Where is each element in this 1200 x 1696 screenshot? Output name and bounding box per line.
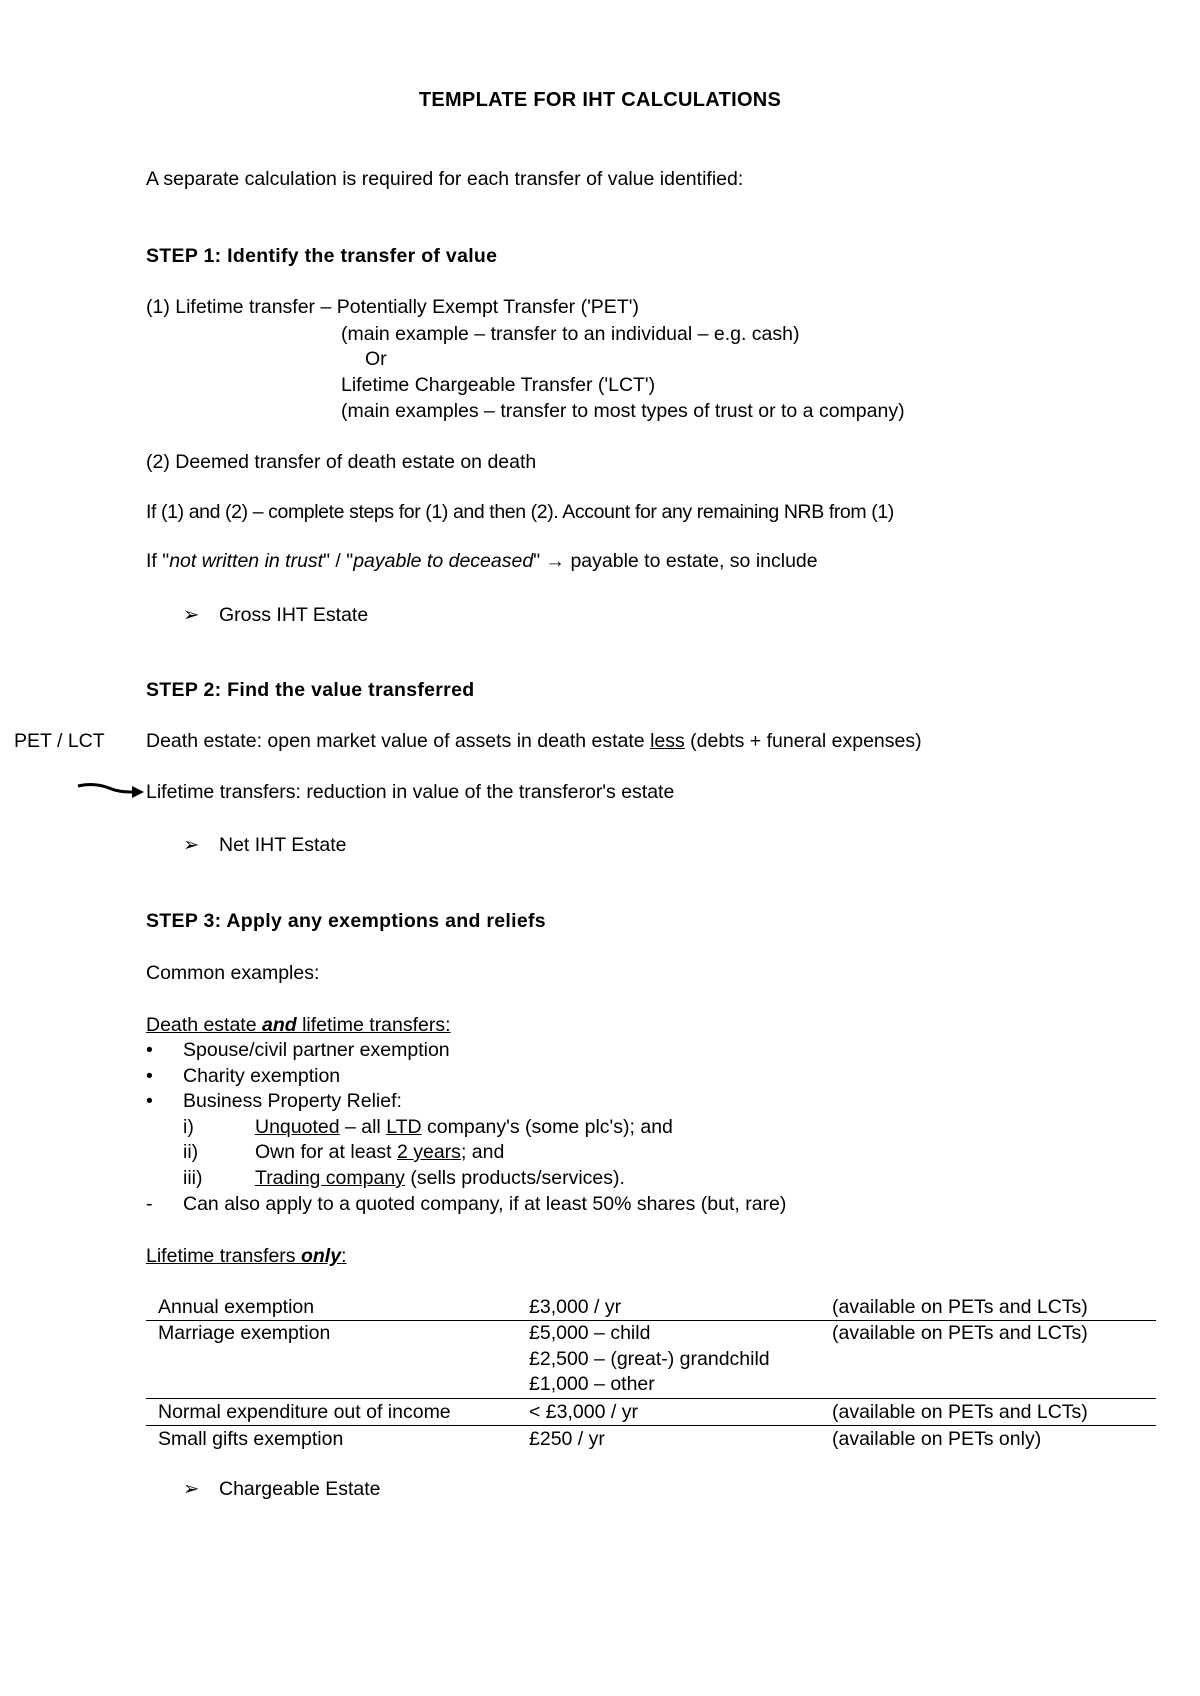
step3-result	[183, 1477, 381, 1501]
table-cell: Marriage exemption	[158, 1322, 331, 1344]
step1-line7	[146, 549, 818, 573]
bullet-item	[146, 1064, 340, 1088]
text: Business Property Relief:	[183, 1090, 402, 1112]
handwritten-arrow-icon	[76, 780, 146, 802]
arrow-right-icon: →	[545, 550, 566, 572]
text: Lifetime transfers	[146, 1245, 301, 1267]
step1-heading: STEP 1: Identify the transfer of value	[146, 245, 498, 267]
text: Gross IHT Estate	[219, 604, 369, 626]
text: iii)	[183, 1167, 203, 1189]
bullet-icon: •	[146, 1065, 153, 1087]
document-title: TEMPLATE FOR IHT CALCULATIONS	[418, 89, 782, 111]
margin-note: PET / LCT	[14, 730, 105, 752]
text: Spouse/civil partner exemption	[183, 1039, 450, 1061]
table-cell: £3,000 / yr	[529, 1296, 622, 1318]
bullet-icon: •	[146, 1039, 153, 1061]
text: Death estate: open market value of assets in death estate	[146, 730, 651, 752]
table-cell: (available on PETs and LCTs)	[832, 1296, 1088, 1318]
text: Net IHT Estate	[219, 834, 347, 856]
text: (debts + funeral expenses)	[684, 730, 922, 752]
roman-item	[183, 1166, 625, 1190]
text: Own for at least	[255, 1141, 397, 1163]
step3-heading: STEP 3: Apply any exemptions and reliefs	[146, 910, 546, 932]
text: -	[146, 1193, 153, 1215]
dash-item	[146, 1192, 786, 1216]
step1-line3: Lifetime Chargeable Transfer ('LCT')	[341, 374, 656, 396]
text: Death estate	[146, 1014, 262, 1036]
text: ii)	[183, 1141, 199, 1163]
step1-line1: (1) Lifetime transfer – Potentially Exempt Transfer ('PET')	[146, 296, 639, 318]
text: Chargeable Estate	[219, 1478, 381, 1500]
step2-lifetime: Lifetime transfers: reduction in value of the transferor's estate	[146, 781, 675, 803]
step2-heading: STEP 2: Find the value transferred	[146, 679, 475, 701]
roman-item	[183, 1140, 504, 1164]
table-cell: Small gifts exemption	[158, 1428, 344, 1450]
text: – all	[339, 1116, 387, 1138]
text: Can also apply to a quoted company, if at least 50% shares (but, rare)	[183, 1193, 787, 1215]
text: " / "	[323, 550, 354, 572]
table-divider	[146, 1425, 1156, 1426]
text: less	[650, 730, 685, 752]
step2-result	[183, 833, 347, 857]
text: company's (some plc's); and	[421, 1116, 673, 1138]
text: Unquoted	[255, 1116, 340, 1138]
table-divider	[146, 1398, 1156, 1399]
step2-death	[146, 729, 922, 753]
table-cell: £250 / yr	[529, 1428, 605, 1450]
text: If "	[146, 550, 170, 572]
text: :	[341, 1245, 347, 1267]
step3-common: Common examples:	[146, 962, 320, 984]
table-cell: (available on PETs only)	[832, 1428, 1042, 1450]
table-cell: Normal expenditure out of income	[158, 1401, 451, 1423]
roman-item	[183, 1115, 673, 1139]
text: payable to estate, so include	[565, 550, 818, 572]
text: 2 years	[396, 1141, 461, 1163]
table-cell: Annual exemption	[158, 1296, 315, 1318]
text: only	[300, 1245, 342, 1267]
text: "	[533, 550, 546, 572]
text: (sells products/services).	[404, 1167, 625, 1189]
text: LTD	[386, 1116, 422, 1138]
table-cell: £2,500 – (great-) grandchild	[529, 1348, 770, 1370]
text: ; and	[460, 1141, 505, 1163]
table-cell: (available on PETs and LCTs)	[832, 1322, 1088, 1344]
text: not written in trust	[169, 550, 324, 572]
pointer-icon: ➢	[183, 604, 200, 626]
table-cell: £1,000 – other	[529, 1373, 655, 1395]
table-cell: £5,000 – child	[529, 1322, 651, 1344]
table-cell: (available on PETs and LCTs)	[832, 1401, 1088, 1423]
text: Charity exemption	[183, 1065, 341, 1087]
step1-or: Or	[365, 348, 387, 370]
step1-result	[183, 603, 368, 627]
bullet-icon: •	[146, 1090, 153, 1112]
text: and	[262, 1014, 297, 1036]
bullet-item	[146, 1038, 450, 1062]
text: Trading company	[255, 1167, 405, 1189]
pointer-icon: ➢	[183, 834, 200, 856]
table-cell: < £3,000 / yr	[529, 1401, 638, 1423]
step3-both-heading	[146, 1013, 451, 1037]
step1-line2: (main example – transfer to an individual – e.g. cash)	[341, 323, 800, 345]
bullet-item	[146, 1089, 402, 1113]
step1-line6: If (1) and (2) – complete steps for (1) and then (2). Account for any remaining NRB from (1)	[146, 501, 894, 523]
text: i)	[183, 1116, 194, 1138]
text: lifetime transfers:	[296, 1014, 451, 1036]
pointer-icon: ➢	[183, 1478, 200, 1500]
step1-line5: (2) Deemed transfer of death estate on death	[146, 451, 537, 473]
intro-text: A separate calculation is required for each transfer of value identified:	[146, 168, 744, 190]
lifetime-only-heading	[146, 1244, 347, 1268]
step1-line4: (main examples – transfer to most types of trust or to a company)	[341, 400, 905, 422]
text: payable to deceased	[353, 550, 534, 572]
